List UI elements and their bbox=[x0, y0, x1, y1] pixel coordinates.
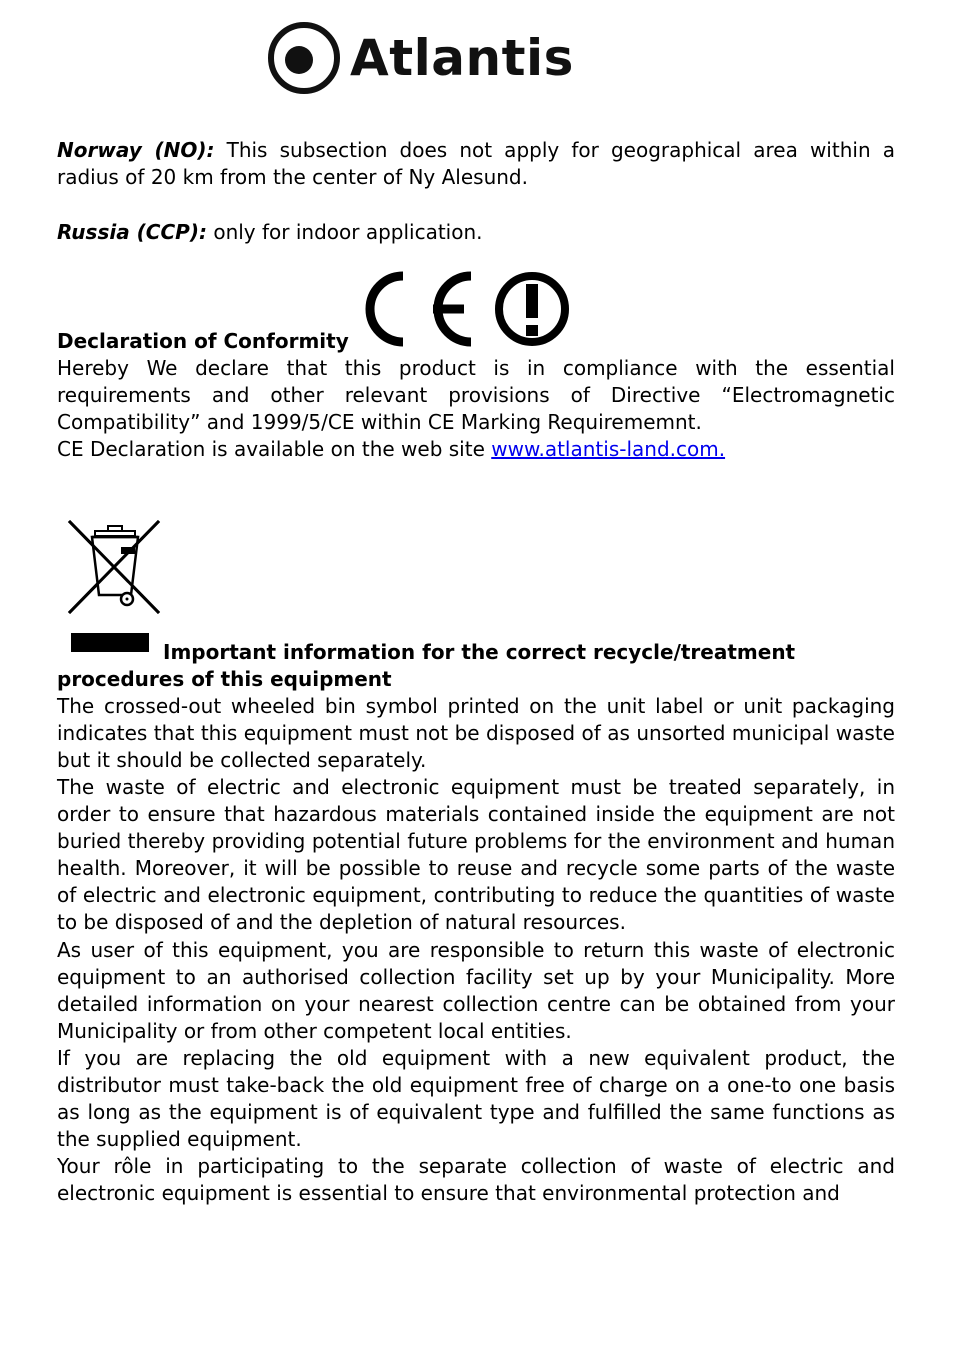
website-link[interactable]: www.atlantis-land.com. bbox=[491, 437, 726, 461]
availability-text: CE Declaration is available on the web site bbox=[57, 437, 492, 461]
recycle-paragraph-5: Your rôle in participating to the separate collection of waste of electric and electronic equipment is essential to ensure that environmental protection and bbox=[57, 1154, 895, 1205]
atlantis-logo bbox=[266, 20, 574, 96]
recycle-paragraph-3: As user of this equipment, you are responsible to return this waste of electronic equipment to an authorised collection facility set up by your Municipality. More detailed information on your nearest collection centre can be obtained from your Municipality or from other competent local entities. bbox=[57, 938, 895, 1043]
crossed-out-wheeled-bin-icon bbox=[65, 517, 165, 617]
russia-paragraph bbox=[57, 219, 895, 246]
recycle-paragraph-1: The crossed-out wheeled bin symbol printed on the unit label or unit packaging indicates that this equipment must not be disposed of as unsorted municipal waste but it should be collected separately. bbox=[57, 694, 895, 772]
recycle-heading bbox=[57, 639, 895, 693]
norway-label: Norway (NO): bbox=[57, 138, 215, 162]
recycle-heading-text: Important information for the correct recycle/treatment procedures of this equipment bbox=[57, 640, 796, 691]
norway-paragraph bbox=[57, 137, 895, 191]
recycle-paragraph-4: If you are replacing the old equipment with a new equivalent product, the distributor must take-back the old equipment free of charge on a one-to one basis as long as the equipment is of equivalent type and fulfilled the same functions as the supplied equipment. bbox=[57, 1046, 895, 1151]
declaration-heading: Declaration of Conformity bbox=[57, 329, 349, 353]
circle-dot-logo-icon bbox=[266, 20, 342, 96]
logo-brand-name: Atlantis bbox=[350, 29, 574, 87]
recycle-paragraph-2: The waste of electric and electronic equipment must be treated separately, in order to ensure that hazardous materials contained inside the equipment are not buried thereby providing potential future problems for the environment and human health. Moreover, it will be possible to reuse and recycle some parts of the waste of electric and electronic equipment, contributing to reduce the quantities of waste to be disposed of and the depletion of natural resources. bbox=[57, 775, 895, 934]
norway-text: This subsection does not apply for geographical area within a radius of 20 km from the center of Ny Alesund. bbox=[57, 138, 895, 189]
declaration-body: Hereby We declare that this product is in compliance with the essential requirements and other relevant provisions of Directive “Electromagnetic Compatibility” and 1999/5/CE within CE Marking Requirememnt. bbox=[57, 356, 895, 434]
ce-alert-mark-icon bbox=[359, 268, 571, 350]
weee-underline-bar bbox=[71, 633, 149, 652]
russia-text: only for indoor application. bbox=[206, 220, 483, 244]
declaration-availability bbox=[57, 436, 895, 463]
russia-label: Russia (CCP): bbox=[57, 220, 207, 244]
